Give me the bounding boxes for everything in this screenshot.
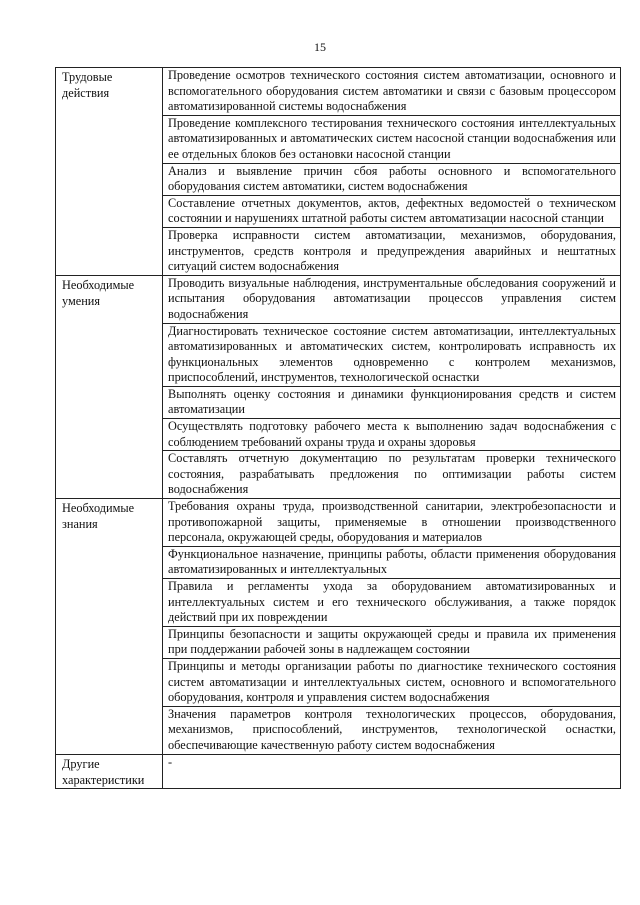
- list-item: Принципы и методы организации работы по диагностике технического состояния систем автоматизации и интеллектуальных систем, основного и вспомогательного оборудования, контроля и управления систем водоснабжения: [163, 659, 620, 707]
- list-item: Выполнять оценку состояния и динамики функционирования средств и систем автоматизации: [163, 387, 620, 419]
- row-label: Необходимые знания: [56, 499, 163, 755]
- list-item: Проверка исправности систем автоматизации, механизмов, оборудования, инструментов, средств контроля и предупреждения аварийных и нештатных ситуаций систем водоснабжения: [168, 227, 616, 274]
- list-item: Функциональное назначение, принципы работы, области применения оборудования автоматизированных и интеллектуальных: [163, 547, 620, 579]
- list-item: Правила и регламенты ухода за оборудованием автоматизированных и интеллектуальных систем и его технического обслуживания, а также порядок действий при их повреждении: [163, 579, 620, 627]
- row-items: [163, 499, 621, 755]
- list-item: Составлять отчетную документацию по результатам проверки технического состояния, разрабатывать предложения по оптимизации работы систем водоснабжения: [168, 451, 616, 497]
- list-item: Анализ и выявление причин сбоя работы основного и вспомогательного оборудования систем автоматики, систем водоснабжения: [163, 164, 620, 196]
- list-item: -: [168, 754, 173, 769]
- list-item: Значения параметров контроля технологических процессов, оборудования, механизмов, приспособлений, инструментов, технологической оснастки, обеспечивающие качественную работу систем водоснабжения: [168, 706, 616, 752]
- row-items: [163, 754, 621, 788]
- competency-table: [55, 67, 621, 789]
- row-label: Трудовые действия: [56, 68, 163, 276]
- row-label: Другие характеристики: [56, 754, 163, 788]
- list-item: Проводить визуальные наблюдения, инструментальные обследования сооружений и испытания оборудования автоматизации процессов управления систем водоснабжения: [163, 276, 620, 324]
- list-item: Проведение осмотров технического состояния систем автоматизации, основного и вспомогательного оборудования систем автоматики и связи с базовым процессором автоматизированной системы водоснабжения: [163, 68, 620, 116]
- list-item: Составление отчетных документов, актов, дефектных ведомостей о техническом состоянии и нарушениях штатной работы систем автоматизации насосной станции: [163, 196, 620, 228]
- list-item: Принципы безопасности и защиты окружающей среды и правила их применения при поддержании рабочей зоны в надлежащем состоянии: [163, 627, 620, 659]
- list-item: Осуществлять подготовку рабочего места к выполнению задач водоснабжения с соблюдением требований охраны труда и охраны здоровья: [163, 419, 620, 451]
- row-items: [163, 275, 621, 498]
- list-item: Требования охраны труда, производственной санитарии, электробезопасности и противопожарной защиты, применяемые в отношении производственного персонала, окружающей среды, оборудования и материалов: [163, 499, 620, 547]
- list-item: Проведение комплексного тестирования технического состояния интеллектуальных автоматизированных и автоматических систем насосной станции водоснабжения или ее отдельных блоков без остановки насосной станции: [163, 116, 620, 164]
- page-number: 15: [314, 40, 326, 54]
- row-label: Необходимые умения: [56, 275, 163, 498]
- list-item: Диагностировать техническое состояние систем автоматизации, интеллектуальных автоматизированных и автоматических систем, контролировать исправность их функциональных элементов одновременно с контролем механизмов, приспособлений, инструментов, технологической оснастки: [163, 324, 620, 387]
- table-row: [56, 275, 621, 498]
- table-row: [56, 499, 621, 755]
- row-items: [163, 68, 621, 276]
- table-row: [56, 754, 621, 788]
- table-row: [56, 68, 621, 276]
